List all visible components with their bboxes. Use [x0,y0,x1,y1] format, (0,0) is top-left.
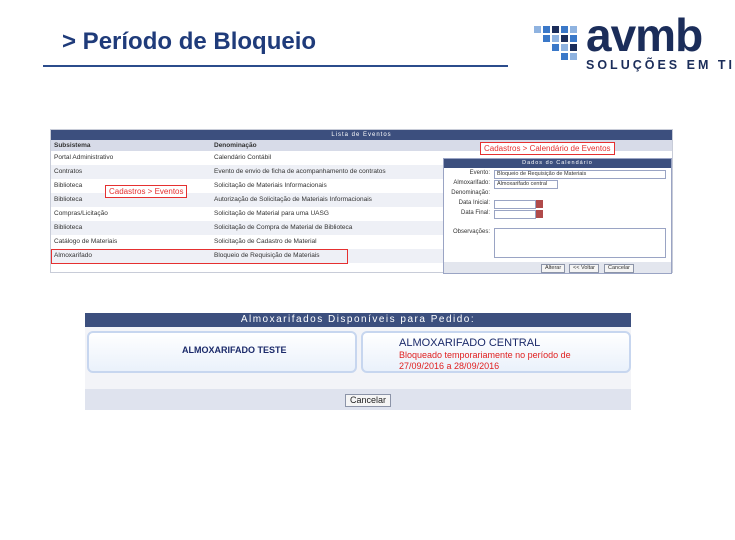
logo-wordmark: avmb [586,9,703,61]
row-subsystem: Contratos [54,168,83,175]
logo-square-icon [570,44,577,51]
warehouse-select[interactable]: Almoxarifado central [494,180,558,189]
denomination-label: Denominação: [451,190,490,196]
logo-square-icon [561,35,568,42]
event-select[interactable]: Bloqueio de Requisição de Materiais [494,170,666,179]
event-list-header: Lista de Eventos [51,130,672,140]
logo-square-icon [570,53,577,60]
column-denomination: Denominação [214,142,257,149]
calendar-form-buttons [444,262,671,273]
row-denomination: Bloqueio de Requisição de Materiais [214,252,320,259]
voltar-button[interactable]: << Voltar [569,264,599,273]
calendar-icon[interactable] [536,200,543,208]
highlight-almoxarifado-row [51,249,348,264]
notes-textarea[interactable] [494,228,666,258]
warehouse-name: ALMOXARIFADO TESTE [182,345,287,355]
calendar-form [443,158,672,274]
callout-cadastros-eventos: Cadastros > Eventos [105,185,187,198]
warehouses-header: Almoxarifados Disponíveis para Pedido: [85,313,631,327]
logo-square-icon [570,26,577,33]
row-denomination: Evento de envio de ficha de acompanhamento de contratos [214,168,386,175]
logo-tagline: SOLUÇÕES EM TI [586,58,735,72]
column-subsystem: Subsistema [54,142,91,149]
start-date-label: Data Inicial: [458,200,490,206]
start-date-input[interactable] [494,200,536,209]
row-denomination: Solicitação de Materiais Informacionais [214,182,327,189]
avmb-logo [528,9,735,72]
end-date-label: Data Final: [460,210,490,216]
row-subsystem: Catálogo de Materiais [54,238,118,245]
logo-square-icon [561,53,568,60]
logo-square-icon [543,35,550,42]
row-denomination: Calendário Contábil [214,154,272,161]
row-denomination: Autorização de Solicitação de Materiais Informacionais [214,196,372,203]
logo-square-icon [561,26,568,33]
warehouses-panel [85,313,631,410]
event-label: Evento: [469,170,490,176]
logo-square-icon [552,35,559,42]
row-denomination: Solicitação de Compra de Material de Biblioteca [214,224,353,231]
row-denomination: Solicitação de Material para uma UASG [214,210,329,217]
row-subsystem: Compras/Licitação [54,210,108,217]
notes-label: Observações: [452,229,490,235]
event-list-panel [50,129,673,273]
row-subsystem: Portal Administrativo [54,154,114,161]
callout-calendario-eventos: Cadastros > Calendário de Eventos [480,142,615,155]
row-denomination: Solicitação de Cadastro de Material [214,238,317,245]
row-subsystem: Biblioteca [54,182,83,189]
logo-square-icon [534,26,541,33]
warehouses-footer [85,389,631,410]
slide-title: > Período de Bloqueio [62,28,317,55]
blocked-message: Bloqueado temporariamente no período de 27/09/2016 a 28/09/2016 [399,350,571,371]
end-date-input[interactable] [494,210,536,219]
calendar-icon[interactable] [536,210,543,218]
logo-square-icon [552,44,559,51]
warehouse-card-teste[interactable] [87,331,357,373]
row-subsystem: Biblioteca [54,196,83,203]
logo-square-icon [552,26,559,33]
warehouse-card-central[interactable] [361,331,631,373]
logo-square-icon [543,26,550,33]
cancelar-button[interactable]: Cancelar [604,264,634,273]
logo-square-icon [570,35,577,42]
logo-square-icon [561,44,568,51]
row-subsystem: Biblioteca [54,224,83,231]
row-subsystem: Almoxarifado [54,252,92,259]
warehouse-name: ALMOXARIFADO CENTRAL [399,337,541,349]
alterar-button[interactable]: Alterar [541,264,565,273]
warehouse-label: Almoxarifado: [453,180,490,186]
calendar-form-header: Dados do Calendário [444,159,671,168]
title-underline [43,65,508,67]
cancel-button[interactable]: Cancelar [345,394,391,407]
